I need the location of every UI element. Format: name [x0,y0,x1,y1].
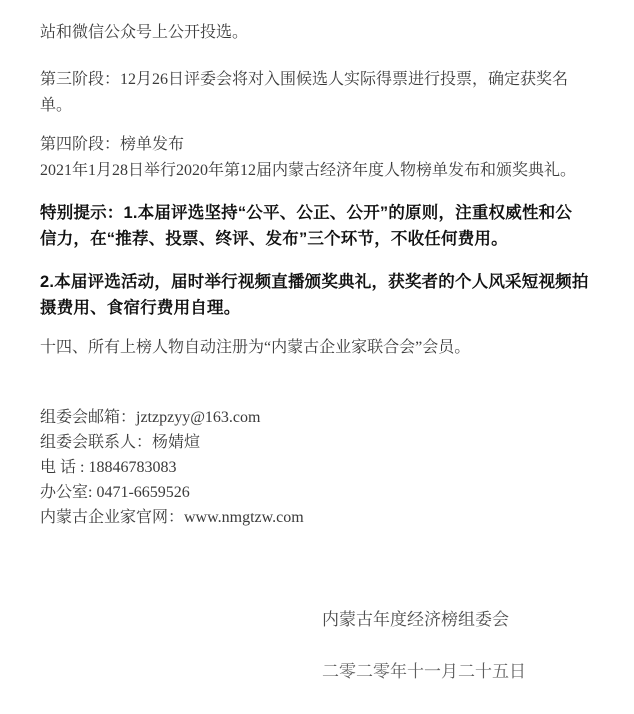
doc-line: 2021年1月28日举行2020年第12届内蒙古经济年度人物榜单发布和颁奖典礼。 [40,162,577,179]
doc-line: 十四、所有上榜人物自动注册为“内蒙古企业家联合会”会员。 [40,339,471,356]
doc-line: 站和微信公众号上公开投选。 [40,24,249,41]
contact-email-line: 组委会邮箱：jztzpzyy@163.com [40,409,261,426]
doc-line: 第三阶段：12月26日评委会将对入围候选人实际得票进行投票，确定获奖名 [40,71,569,88]
contact-info-block [40,405,614,530]
contact-website-line: 内蒙古企业家官网：www.nmgtzw.com [40,509,304,526]
paragraph-special-notice-2 [40,269,614,321]
paragraph-stage-four [40,132,614,184]
signature-organization: 内蒙古年度经济榜组委会 [322,610,509,629]
contact-office-line: 办公室: 0471-6659526 [40,484,190,501]
signature-block [40,607,614,685]
doc-line: 信力，在“推荐、投票、终评、发布”三个环节，不收任何费用。 [40,230,508,248]
paragraph-special-notice-1 [40,200,614,252]
doc-line: 2.本届评选活动，届时举行视频直播颁奖典礼，获奖者的个人风采短视频拍 [40,273,589,291]
paragraph-voting-tail [40,20,614,46]
paragraph-stage-three [40,67,614,119]
doc-line: 第四阶段：榜单发布 [40,136,185,153]
paragraph-item-fourteen [40,335,614,361]
contact-person-line: 组委会联系人：杨婧煊 [40,434,201,451]
contact-phone-line: 电 话 : 18846783083 [40,459,177,476]
doc-line: 摄费用、食宿行费用自理。 [40,299,241,317]
signature-date: 二零二零年十一月二十五日 [322,662,526,681]
doc-line: 特别提示：1.本届评选坚持“公平、公正、公开”的原则，注重权威性和公 [40,204,573,222]
doc-line: 单。 [40,97,73,114]
